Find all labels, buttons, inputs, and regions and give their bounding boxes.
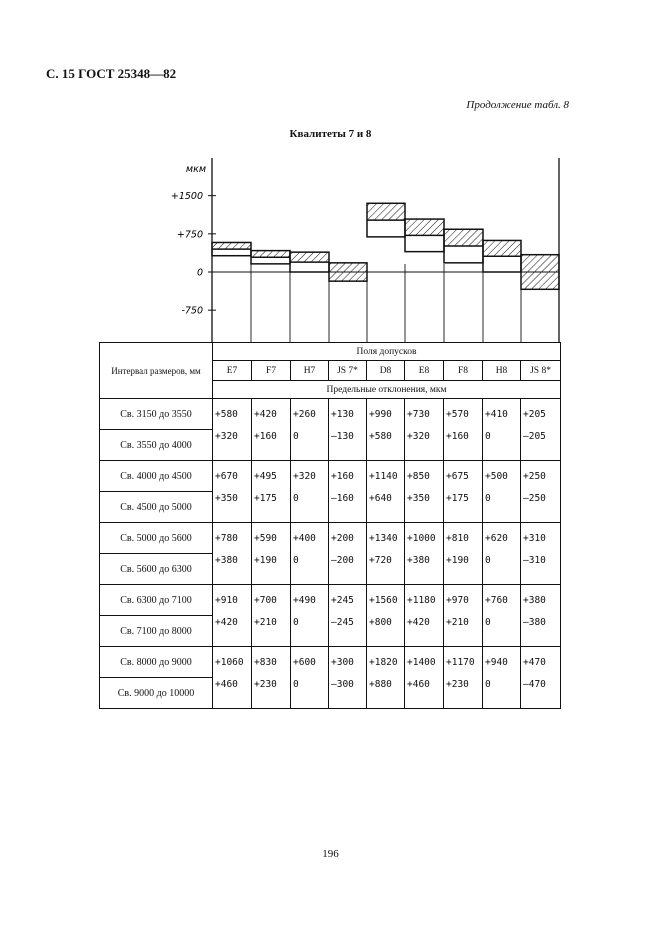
deviation-cell (444, 461, 483, 523)
upper-deviation: +1170 (446, 657, 475, 668)
deviation-cell (367, 585, 405, 647)
tolerance-hatch (521, 255, 559, 290)
deviation-cell (521, 523, 561, 585)
lower-deviation: +320 (407, 431, 430, 442)
deviation-cell (521, 585, 561, 647)
lower-deviation: +190 (254, 555, 277, 566)
lower-deviation: +230 (446, 679, 469, 690)
deviation-cell (367, 399, 405, 461)
deviation-cell (367, 461, 405, 523)
upper-deviation: +200 (331, 533, 354, 544)
tolerance-hatch (290, 252, 329, 262)
deviation-cell (252, 399, 291, 461)
axis-tick-label: -750 (181, 305, 203, 317)
deviation-cell (444, 399, 483, 461)
upper-deviation: +780 (215, 533, 238, 544)
lower-deviation: +380 (215, 555, 238, 566)
tolerance-field-e8 (405, 219, 444, 252)
deviation-cell (252, 585, 291, 647)
upper-deviation: +495 (254, 471, 277, 482)
deviation-cell (521, 399, 561, 461)
upper-deviation: +580 (215, 409, 238, 420)
size-range-label: Св. 3550 до 4000 (100, 430, 213, 461)
deviation-cell (252, 647, 291, 709)
lower-deviation: +175 (254, 493, 277, 504)
upper-deviation: +160 (331, 471, 354, 482)
lower-deviation: 0 (293, 431, 299, 442)
deviation-cell (483, 585, 521, 647)
lower-deviation: –130 (331, 431, 354, 442)
deviation-cell (483, 523, 521, 585)
upper-deviation: +470 (523, 657, 546, 668)
upper-deviation: +760 (485, 595, 508, 606)
column-header: JS 7* (329, 361, 367, 381)
upper-deviation: +700 (254, 595, 277, 606)
lower-deviation: –205 (523, 431, 546, 442)
deviation-cell (291, 523, 329, 585)
deviation-cell (483, 461, 521, 523)
lower-deviation: +190 (446, 555, 469, 566)
column-header: F8 (444, 361, 483, 381)
upper-deviation: +590 (254, 533, 277, 544)
upper-deviation: +1560 (369, 595, 398, 606)
table-row (100, 585, 561, 616)
upper-deviation: +205 (523, 409, 546, 420)
axis-tick-label: +750 (176, 229, 203, 241)
upper-deviation: +1340 (369, 533, 398, 544)
axis-unit-label: мкм (185, 164, 206, 175)
size-range-label: Св. 9000 до 10000 (100, 678, 213, 709)
diagram-title: Квалитеты 7 и 8 (289, 128, 372, 140)
upper-deviation: +130 (331, 409, 354, 420)
lower-deviation: +420 (215, 617, 238, 628)
upper-deviation: +380 (523, 595, 546, 606)
size-range-label: Св. 7100 до 8000 (100, 616, 213, 647)
lower-deviation: 0 (293, 493, 299, 504)
column-header: D8 (367, 361, 405, 381)
deviation-cell (213, 523, 252, 585)
upper-deviation: +420 (254, 409, 277, 420)
deviation-cell (213, 585, 252, 647)
deviation-cell (213, 399, 252, 461)
tolerance-field-js8 (521, 255, 559, 290)
page-reference: С. 15 ГОСТ 25348—82 (46, 66, 177, 81)
lower-deviation: –245 (331, 617, 354, 628)
tolerance-field-f7 (251, 251, 290, 264)
lower-deviation: –160 (331, 493, 354, 504)
column-header: JS 8* (521, 361, 561, 381)
upper-deviation: +1180 (407, 595, 436, 606)
lower-deviation: +210 (254, 617, 277, 628)
upper-deviation: +250 (523, 471, 546, 482)
column-header: E7 (213, 361, 252, 381)
deviation-cell (444, 523, 483, 585)
upper-deviation: +1820 (369, 657, 398, 668)
upper-deviation: +675 (446, 471, 469, 482)
lower-deviation: 0 (485, 617, 491, 628)
upper-deviation: +830 (254, 657, 277, 668)
deviation-cell (405, 585, 444, 647)
upper-deviation: +490 (293, 595, 316, 606)
size-range-label: Св. 4500 до 5000 (100, 492, 213, 523)
deviation-cell (213, 647, 252, 709)
upper-deviation: +245 (331, 595, 354, 606)
size-range-label: Св. 3150 до 3550 (100, 399, 213, 430)
upper-deviation: +670 (215, 471, 238, 482)
upper-deviation: +850 (407, 471, 430, 482)
lower-deviation: +230 (254, 679, 277, 690)
lower-deviation: +320 (215, 431, 238, 442)
upper-deviation: +1000 (407, 533, 436, 544)
table-row (100, 461, 561, 492)
upper-deviation: +600 (293, 657, 316, 668)
axis-tick-label: +1500 (170, 191, 203, 203)
upper-deviation: +1140 (369, 471, 398, 482)
deviation-cell (405, 461, 444, 523)
tolerance-hatch (444, 229, 483, 246)
lower-deviation: 0 (485, 555, 491, 566)
lower-deviation: –300 (331, 679, 354, 690)
deviation-cell (405, 647, 444, 709)
tolerance-hatch (329, 263, 367, 281)
lower-deviation: +380 (407, 555, 430, 566)
lower-deviation: +420 (407, 617, 430, 628)
lower-deviation: –380 (523, 617, 546, 628)
upper-deviation: +570 (446, 409, 469, 420)
upper-deviation: +300 (331, 657, 354, 668)
tolerance-field-d8 (367, 203, 405, 237)
axis-tick-label: 0 (196, 267, 203, 279)
column-header: E8 (405, 361, 444, 381)
upper-deviation: +320 (293, 471, 316, 482)
deviation-cell (367, 647, 405, 709)
lower-deviation: –470 (523, 679, 546, 690)
tolerance-field-h8 (483, 240, 521, 272)
size-range-label: Св. 5000 до 5600 (100, 523, 213, 554)
tolerance-hatch (251, 251, 290, 258)
size-range-label: Св. 6300 до 7100 (100, 585, 213, 616)
tolerance-hatch (483, 240, 521, 256)
lower-deviation: +350 (407, 493, 430, 504)
deviation-header: Предельные отклонения, мкм (213, 381, 561, 399)
upper-deviation: +1400 (407, 657, 436, 668)
tolerance-table (99, 342, 561, 709)
lower-deviation: +350 (215, 493, 238, 504)
deviation-cell (444, 585, 483, 647)
tolerance-hatch (212, 242, 251, 249)
lower-deviation: –200 (331, 555, 354, 566)
upper-deviation: +990 (369, 409, 392, 420)
size-range-label: Св. 8000 до 9000 (100, 647, 213, 678)
deviation-cell (405, 399, 444, 461)
table-row (100, 399, 561, 430)
lower-deviation: +160 (254, 431, 277, 442)
size-range-label: Св. 5600 до 6300 (100, 554, 213, 585)
lower-deviation: +175 (446, 493, 469, 504)
upper-deviation: +410 (485, 409, 508, 420)
tolerance-field-e7 (212, 242, 251, 255)
lower-deviation: 0 (485, 431, 491, 442)
tolerance-hatch (367, 203, 405, 220)
upper-deviation: +970 (446, 595, 469, 606)
upper-deviation: +500 (485, 471, 508, 482)
interval-header: Интервал размеров, мм (100, 343, 213, 399)
deviation-cell (444, 647, 483, 709)
deviation-cell (521, 461, 561, 523)
lower-deviation: +720 (369, 555, 392, 566)
deviation-cell (291, 585, 329, 647)
table-row (100, 647, 561, 678)
upper-deviation: +810 (446, 533, 469, 544)
table-row (100, 523, 561, 554)
table-continuation: Продолжение табл. 8 (466, 99, 569, 111)
lower-deviation: –310 (523, 555, 546, 566)
lower-deviation: +640 (369, 493, 392, 504)
fields-header: Поля допусков (213, 343, 561, 361)
deviation-cell (329, 461, 367, 523)
upper-deviation: +400 (293, 533, 316, 544)
upper-deviation: +910 (215, 595, 238, 606)
lower-deviation: 0 (485, 493, 491, 504)
upper-deviation: +730 (407, 409, 430, 420)
deviation-cell (367, 523, 405, 585)
lower-deviation: +210 (446, 617, 469, 628)
lower-deviation: 0 (293, 617, 299, 628)
column-header: H8 (483, 361, 521, 381)
deviation-cell (329, 585, 367, 647)
column-header: F7 (252, 361, 291, 381)
deviation-cell (329, 647, 367, 709)
deviation-cell (291, 399, 329, 461)
deviation-cell (291, 647, 329, 709)
deviation-cell (483, 647, 521, 709)
upper-deviation: +620 (485, 533, 508, 544)
deviation-cell (521, 647, 561, 709)
upper-deviation: +260 (293, 409, 316, 420)
tolerance-diagram (0, 0, 661, 345)
lower-deviation: 0 (293, 555, 299, 566)
lower-deviation: +460 (407, 679, 430, 690)
lower-deviation: +800 (369, 617, 392, 628)
deviation-cell (291, 461, 329, 523)
deviation-cell (252, 461, 291, 523)
tolerance-field-f8 (444, 229, 483, 263)
lower-deviation: +580 (369, 431, 392, 442)
deviation-cell (213, 461, 252, 523)
tolerance-field-js7 (329, 263, 367, 281)
deviation-cell (483, 399, 521, 461)
column-header: H7 (291, 361, 329, 381)
lower-deviation: +880 (369, 679, 392, 690)
upper-deviation: +310 (523, 533, 546, 544)
lower-deviation: +460 (215, 679, 238, 690)
deviation-cell (329, 523, 367, 585)
deviation-cell (252, 523, 291, 585)
upper-deviation: +1060 (215, 657, 244, 668)
tolerance-field-h7 (290, 252, 329, 272)
deviation-cell (405, 523, 444, 585)
lower-deviation: 0 (293, 679, 299, 690)
size-range-label: Св. 4000 до 4500 (100, 461, 213, 492)
tolerance-hatch (405, 219, 444, 235)
deviation-cell (329, 399, 367, 461)
upper-deviation: +940 (485, 657, 508, 668)
lower-deviation: 0 (485, 679, 491, 690)
page-number: 196 (322, 848, 339, 860)
lower-deviation: +160 (446, 431, 469, 442)
lower-deviation: –250 (523, 493, 546, 504)
